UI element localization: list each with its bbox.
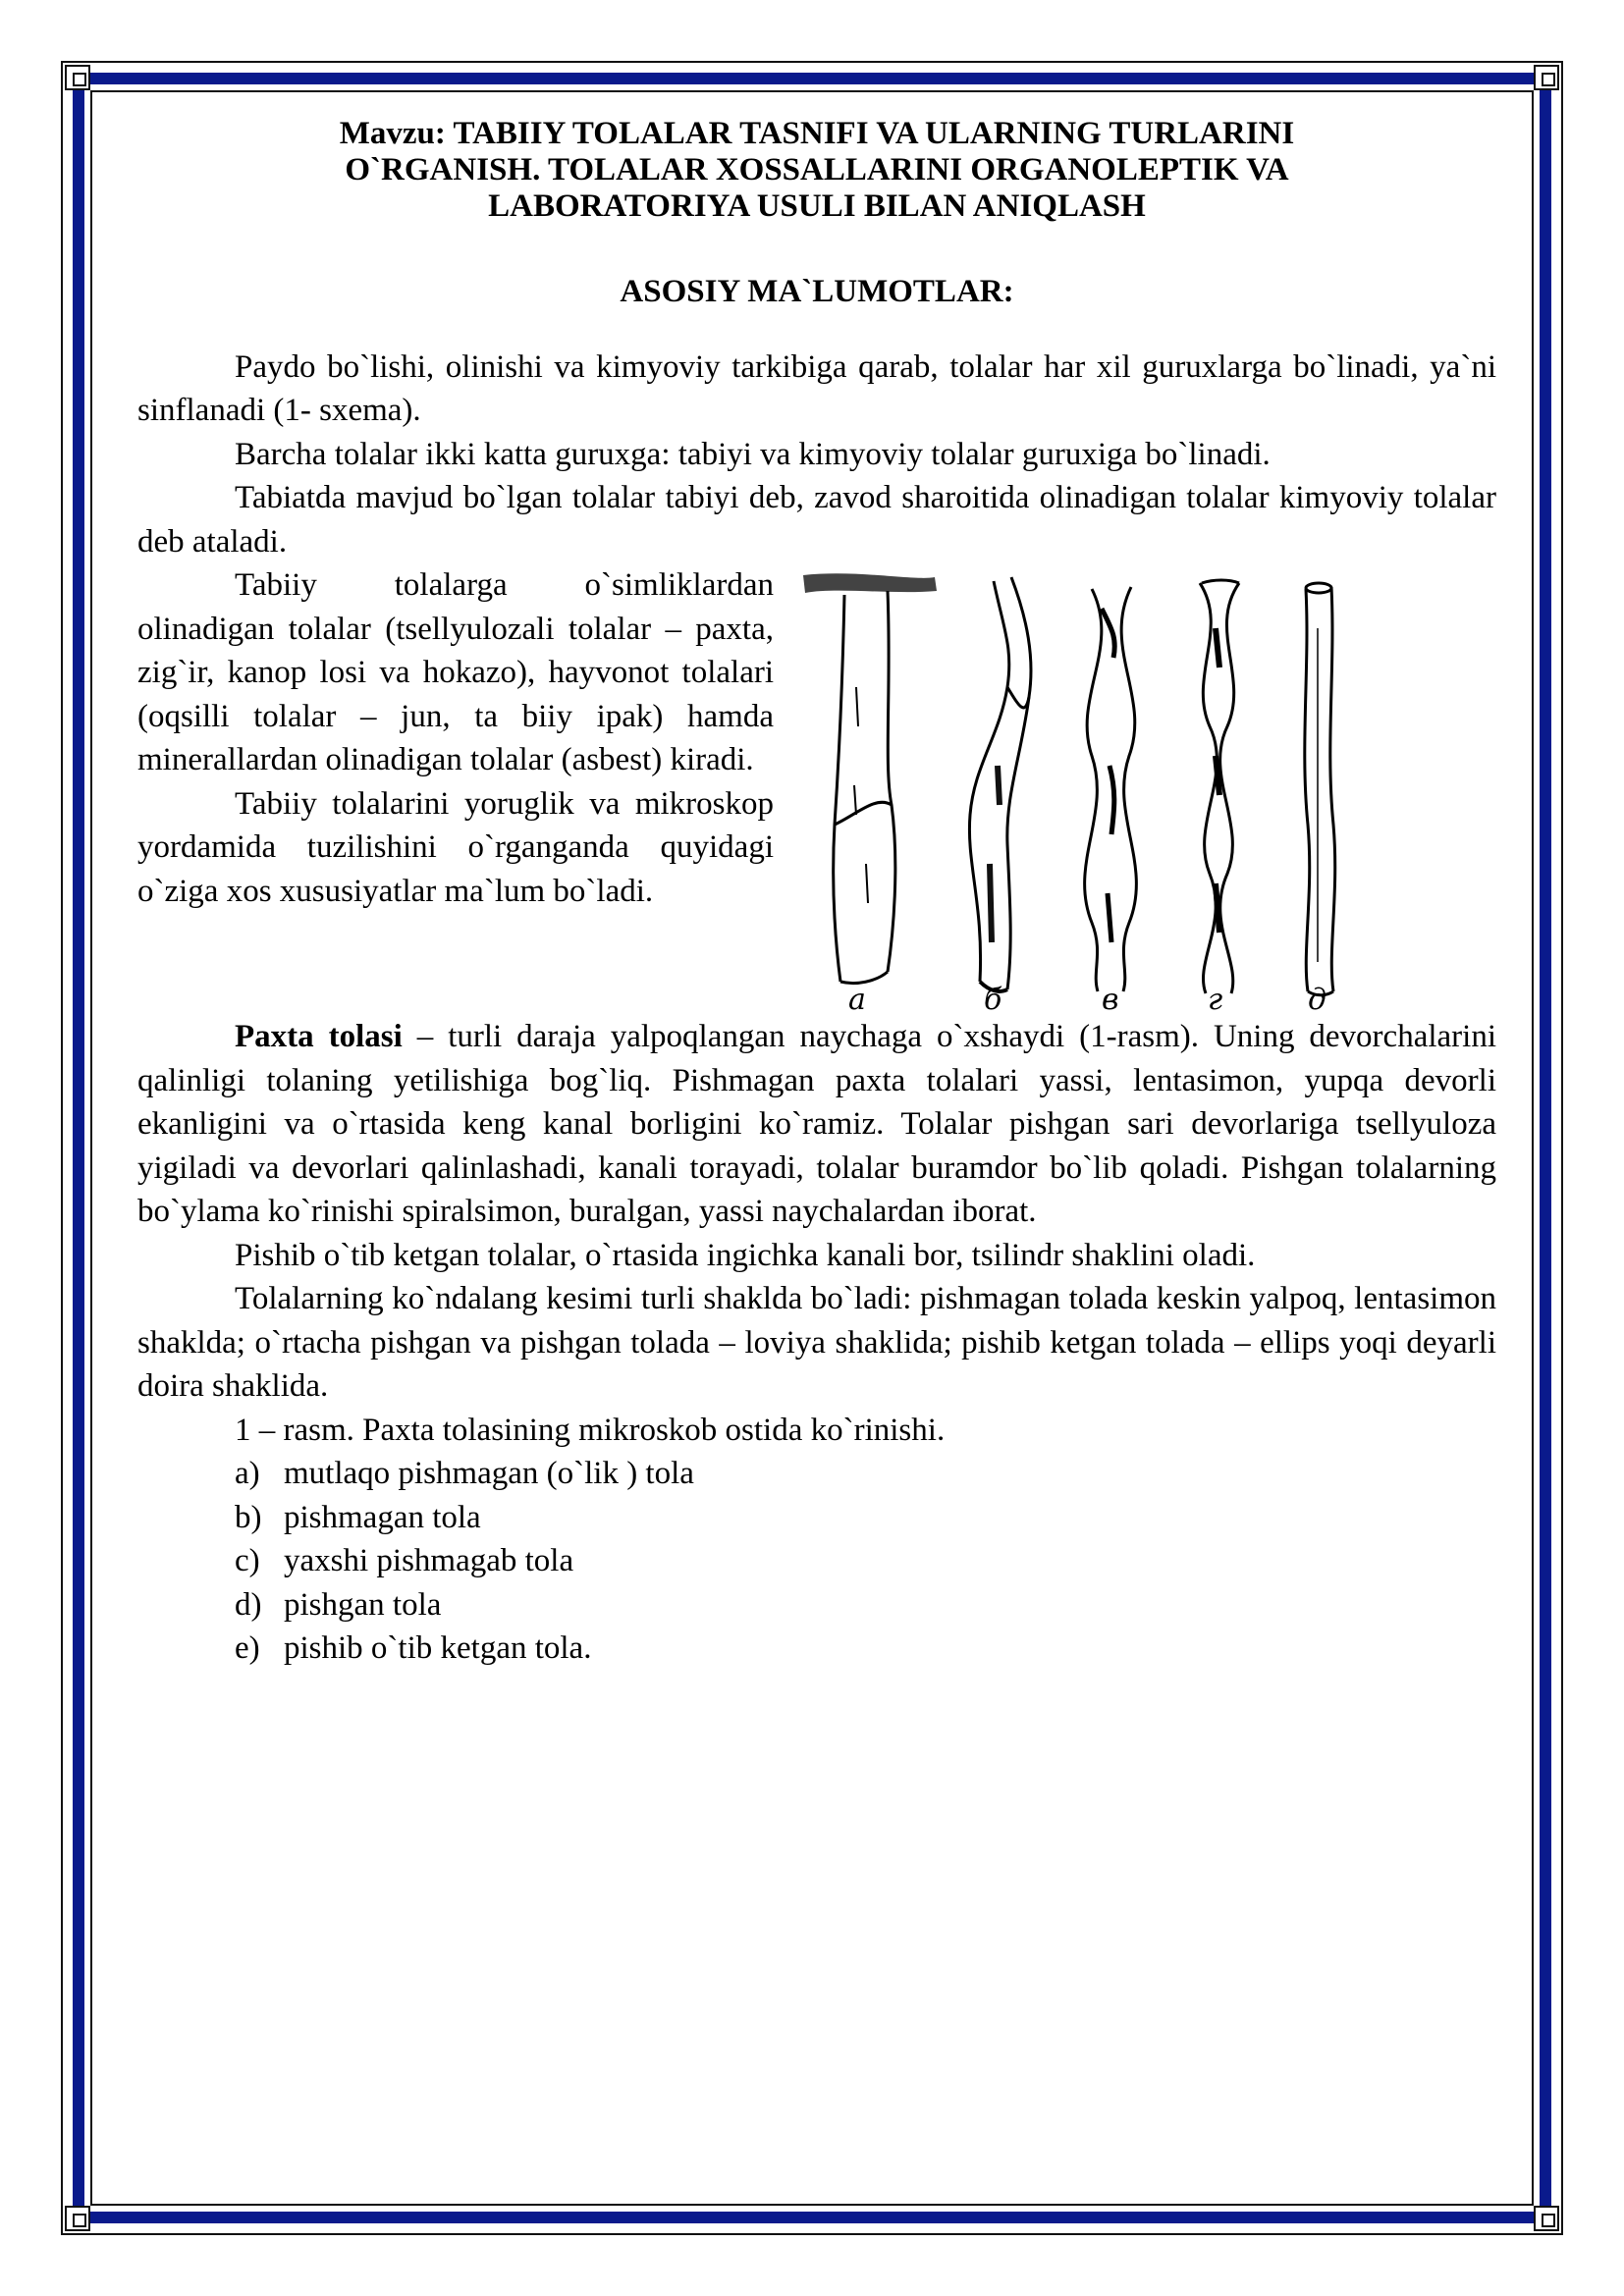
list-marker: d) <box>235 1586 262 1623</box>
figure-label-e: д <box>1308 983 1327 1017</box>
figure-legend-list <box>137 1452 1496 1671</box>
document-body <box>137 116 1496 1671</box>
list-item-text: yaxshi pishmagab tola <box>284 1543 574 1578</box>
list-item <box>235 1627 1496 1671</box>
list-marker: a) <box>235 1456 260 1491</box>
list-marker: c) <box>235 1543 260 1578</box>
frame-corner-ornament <box>1534 2206 1559 2231</box>
figure-caption: 1 – rasm. Paxta tolasining mikroskob ostida ko`rinishi. <box>235 1412 946 1448</box>
paragraph: Pishib o`tib ketgan tolalar, o`rtasida ingichka kanali bor, tsilindr shaklini oladi. <box>235 1237 1256 1273</box>
paragraph-text: – turli daraja yalpoqlangan naychaga o`xshaydi (1-rasm). Uning devorchalarini qalinligi tolaning yetilishiga bog`liq. Pishmagan paxta tolalari yassi, lentasimon, yupqa devorli ekanligini va o`rtasida keng kanal borligini ko`ramiz. Tolalar pishgan sari devorlariga tsellyuloza yigiladi va devorlari qalinlashadi, kanali torayadi, tolalar buramdor bo`lib qoladi. Pishgan tolalarning bo`ylama ko`rinishi spiralsimon, buralgan, yassi naychalardan iborat. <box>137 1019 1496 1229</box>
paragraph: Tabiiy tolalarini yoruglik va mikroskop yordamida tuzilishini o`rganganda quyidagi o`ziga xos xususiyatlar ma`lum bo`ladi. <box>137 785 774 909</box>
section-heading: ASOSIY MA`LUMOTLAR: <box>620 274 1014 309</box>
list-item <box>235 1583 1496 1628</box>
list-item <box>235 1452 1496 1496</box>
text-with-figure <box>137 563 1496 1015</box>
figure-label-d: г <box>1208 983 1223 1017</box>
list-item-text: pishmagan tola <box>284 1499 481 1535</box>
title-line: Mavzu: TABIIY TOLALAR TASNIFI VA ULARNING TURLARINI <box>339 116 1295 151</box>
title-line: LABORATORIYA USULI BILAN ANIQLASH <box>488 188 1146 224</box>
frame-corner-ornament <box>1534 65 1559 90</box>
list-marker: b) <box>235 1499 262 1535</box>
bold-term: Paxta tolasi <box>235 1019 403 1054</box>
wrapped-text <box>137 563 774 913</box>
title-line: O`RGANISH. TOLALAR XOSSALLARINI ORGANOLEPTIK VA <box>345 152 1289 187</box>
list-item <box>235 1496 1496 1540</box>
paragraph: Tabiiy tolalarga o`simliklardan olinadigan tolalar (tsellyulozali tolalar – paxta, zig`ir, kanop losi va hokazo), hayvonot tolalari (oqsilli tolalar – jun, ta biiy ipak) hamda minerallardan olinadigan tolalar (asbest) kiradi. <box>137 567 774 777</box>
list-marker: e) <box>235 1630 260 1666</box>
list-item-text: pishgan tola <box>284 1586 442 1623</box>
document-title <box>137 116 1496 225</box>
paragraph: Tabiatda mavjud bo`lgan tolalar tabiyi deb, zavod sharoitida olinadigan tolalar kimyoviy tolalar deb ataladi. <box>137 480 1496 560</box>
frame-corner-ornament <box>65 65 90 90</box>
figure-label-b: б <box>984 983 1002 1017</box>
paragraph <box>137 1015 1496 1234</box>
list-item-text: mutlaqo pishmagan (o`lik ) tola <box>284 1456 694 1491</box>
paragraph: Tolalarning ko`ndalang kesimi turli shaklda bo`ladi: pishmagan tolada keskin yalpoq, lentasimon shaklda; o`rtacha pishgan va pishgan tolada – loviya shaklida; pishib ketgan tolada – ellips yoqi deyarli doira shaklida. <box>137 1281 1496 1404</box>
paragraph: Paydo bo`lishi, olinishi va kimyoviy tarkibiga qarab, tolalar har xil guruxlarga bo`linadi, ya`ni sinflanadi (1- sxema). <box>137 348 1496 428</box>
list-item-text: pishib o`tib ketgan tola. <box>284 1630 592 1666</box>
figure-label-c: в <box>1102 983 1119 1017</box>
figure-label-a: а <box>848 983 866 1017</box>
paragraph: Barcha tolalar ikki katta guruxga: tabiyi va kimyoviy tolalar guruxiga bo`linadi. <box>235 436 1271 472</box>
cotton-fiber-figure <box>797 569 1496 1021</box>
list-item <box>235 1539 1496 1583</box>
frame-corner-ornament <box>65 2206 90 2231</box>
